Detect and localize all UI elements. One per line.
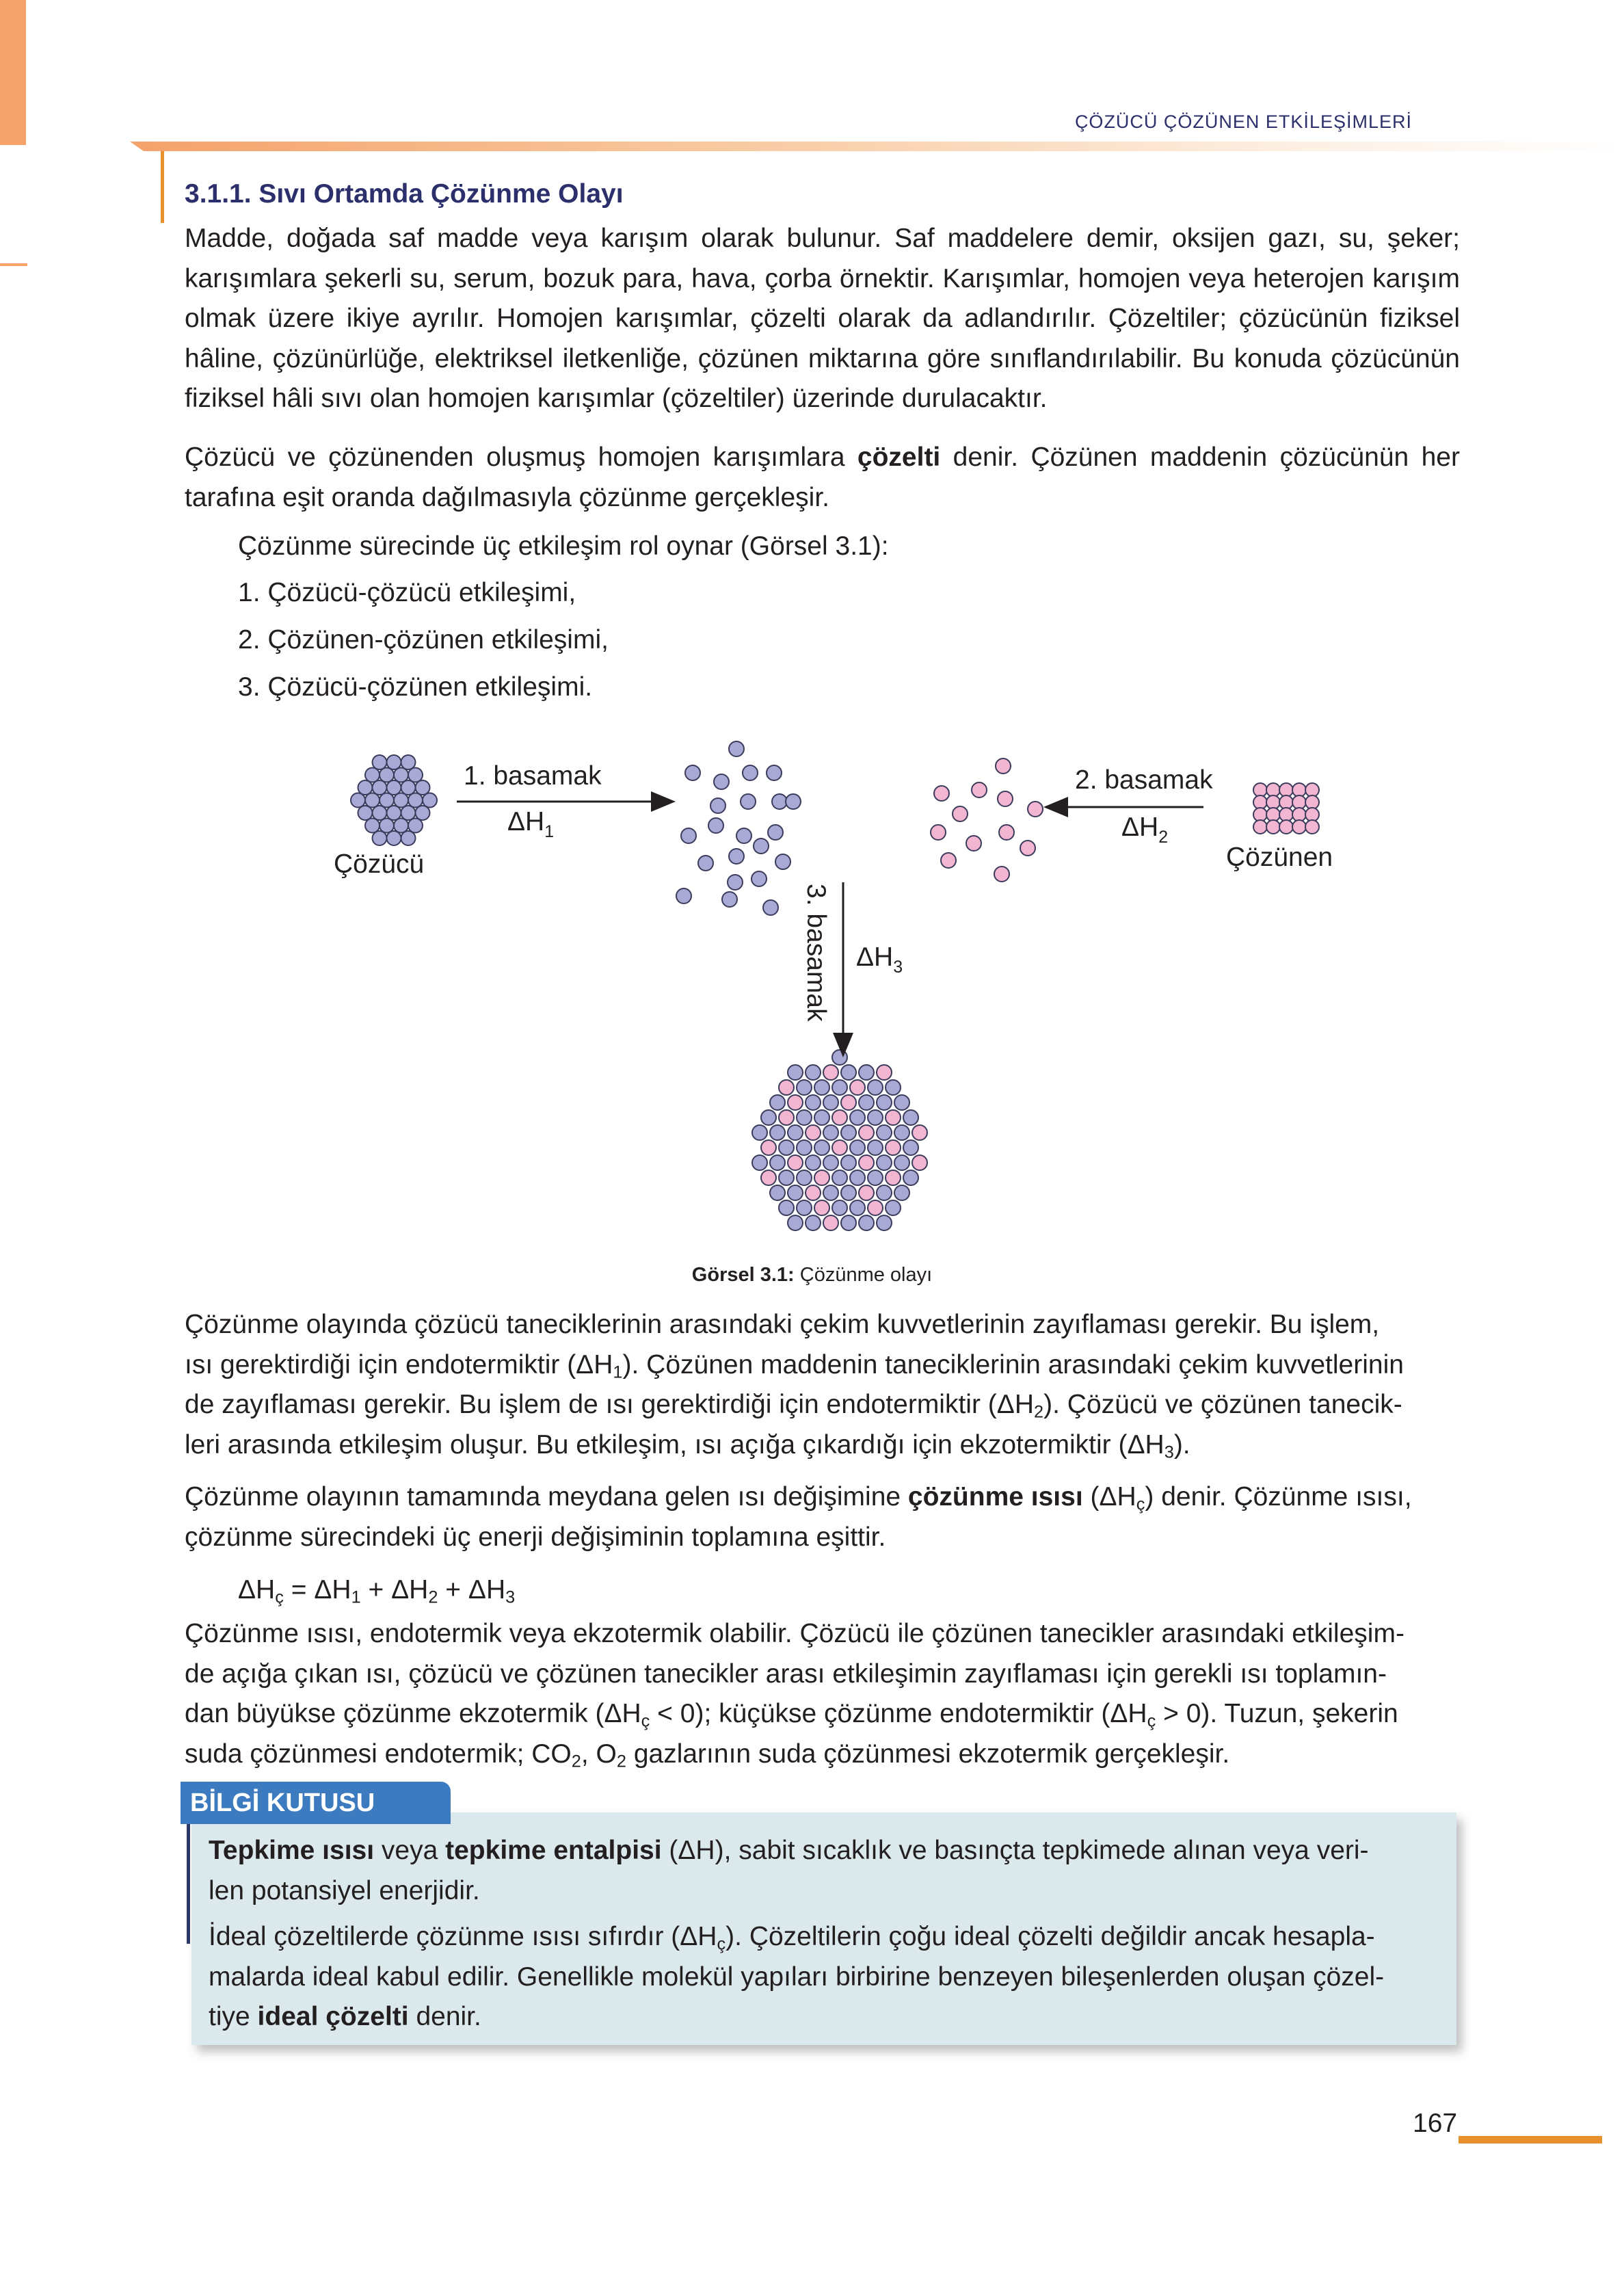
solvent-particle [779, 1170, 794, 1185]
solvent-particle [814, 1110, 829, 1125]
solvent-particle [877, 1185, 892, 1200]
solvent-particle [358, 806, 373, 820]
solvent-particle [797, 1080, 812, 1095]
solute-particle [1279, 820, 1293, 834]
solvent-particle [416, 780, 430, 795]
solvent-particle [743, 765, 758, 780]
solute-particle [859, 1125, 874, 1140]
paragraph-solution-definition: Çözücü ve çözünenden oluşmuş homojen karışımlara çözelti denir. Çözünen maddenin çözücünün her tarafına eşit oranda dağılmasıyla çözünme gerçekleşir. [185, 443, 1460, 512]
solute-particle [877, 1065, 892, 1080]
solvent-particle [761, 1110, 776, 1125]
solvent-cluster [351, 755, 437, 845]
solvent-particle [894, 1155, 909, 1170]
solvent-particle [814, 1080, 829, 1095]
solvent-particle [772, 794, 787, 809]
solvent-particle [877, 1095, 892, 1110]
solute-particle [1028, 802, 1043, 817]
solvent-particle [832, 1170, 847, 1185]
solute-particle [934, 786, 949, 801]
solute-particle [832, 1110, 847, 1125]
solute-label: Çözünen [1226, 843, 1333, 872]
solute-particle [806, 1125, 821, 1140]
dh3-label: $\Delta H_3$ [856, 942, 903, 977]
solvent-particle [394, 768, 408, 782]
solvent-particle [387, 755, 401, 769]
solvent-particle [832, 1200, 847, 1215]
solvent-particle [850, 1170, 865, 1185]
solute-particle [1266, 820, 1280, 834]
solute-particle [1292, 820, 1306, 834]
solvent-particle [408, 819, 423, 833]
solute-particle [994, 867, 1009, 882]
solvent-particle [729, 849, 744, 864]
solvent-particle [850, 1110, 865, 1125]
solvent-particle [401, 780, 416, 795]
solvent-separated-particles [676, 741, 801, 915]
solvent-particle [886, 1080, 901, 1095]
solvent-particle [380, 819, 394, 833]
solvent-particle [788, 1215, 803, 1230]
solvent-particle [714, 774, 729, 789]
solvent-particle [736, 828, 751, 843]
page-number: 167 [1413, 2109, 1458, 2138]
solvent-particle [797, 1140, 812, 1155]
solute-particle [779, 1080, 794, 1095]
solute-particle [886, 1140, 901, 1155]
paragraph-intro: Madde, doğada saf madde veya karışım olarak bulunur. Saf maddelere demir, oksijen gazı, su, şeker; karışımlara şekerli su, serum, bozuk para, hava, çorba örnektir. Karışımlar, homojen veya heterojen karışım olmak üzere ikiye ayrılır. Homojen karışımlar, çözelti olarak da adlandırılır. Çözeltiler; çözücünün fiziksel hâline, çözünürlüğe, elektriksel iletkenliğe, çözünen miktarına göre sınıflandırılabilir. Bu konuda çözücünün fiziksel hâli sıvı olan homojen karışımlar (çözeltiler) üzerinde durulacaktır. [185, 224, 1460, 413]
solute-particle [953, 806, 968, 821]
info-box-enthalpy-definition: Tepkime ısısı veya tepkime entalpisi (ΔH), sabit sıcaklık ve basınçta tepkimede alınan veya veri- len potansiyel enerjidir. [209, 1836, 1369, 1905]
paragraph-heat-of-solution: Çözünme olayının tamamında meydana gelen ısı değişimine çözünme ısısı $(\Delta H_ç)$ denir. Çözünme ısısı, çözünme sürecindeki üç enerji değişiminin toplamına eşittir. [185, 1482, 1412, 1552]
solvent-particle [877, 1125, 892, 1140]
solvent-particle [373, 806, 387, 820]
solvent-particle [841, 1155, 856, 1170]
list-item: 1. Çözücü-çözücü etkileşimi, [238, 578, 576, 607]
solute-particle [998, 791, 1013, 806]
solvent-particle [416, 806, 430, 820]
solute-particle [788, 1095, 803, 1110]
solvent-particle [708, 818, 723, 833]
info-box-ideal-solution: İdeal çözeltilerde çözünme ısısı sıfırdır $(\Delta H_ç)$. Çözeltilerin çoğu ideal çözelti değildir ancak hesapla- malarda ideal kabul edilir. Genellikle molekül yapıları birbirine benzeyen bileşenlerden oluşan çözel- tiye ideal çözelti denir. [209, 1922, 1385, 2031]
solvent-particle [859, 1215, 874, 1230]
solvent-particle [850, 1140, 865, 1155]
solute-particle [1020, 841, 1035, 856]
solvent-particle [741, 794, 756, 809]
solvent-particle [770, 1185, 785, 1200]
solvent-particle [387, 806, 401, 820]
term-cozunme-isisi: çözünme ısısı [907, 1482, 1083, 1512]
solute-particle [841, 1095, 856, 1110]
solvent-particle [850, 1200, 865, 1215]
solvent-particle [806, 1095, 821, 1110]
solute-particle [868, 1200, 883, 1215]
solvent-particle [763, 900, 778, 915]
solvent-particle [752, 1125, 767, 1140]
solvent-particle [752, 1155, 767, 1170]
solvent-particle [832, 1080, 847, 1095]
solvent-particle [823, 1125, 838, 1140]
solvent-particle [351, 793, 365, 808]
solute-particle [996, 758, 1011, 774]
solvent-particle [365, 819, 380, 833]
footer-rule [1459, 2136, 1602, 2143]
solvent-particle [894, 1125, 909, 1140]
info-box-label: BİLGİ KUTUSU [181, 1782, 451, 1824]
solute-particle [823, 1065, 838, 1080]
list-item: 2. Çözünen-çözünen etkileşimi, [238, 625, 609, 655]
solvent-particle [373, 831, 387, 845]
solvent-particle [823, 1155, 838, 1170]
heat-of-solution-formula: $\Delta H_ç = \Delta H_1 + \Delta H_2 + \Delta H_3$ [238, 1575, 516, 1607]
solute-particle [966, 836, 981, 851]
solute-particle [1305, 820, 1319, 834]
solvent-particle [779, 1200, 794, 1215]
solvent-particle [358, 780, 373, 795]
solute-particle [931, 825, 946, 840]
solvent-particle [877, 1215, 892, 1230]
solvent-particle [775, 854, 790, 869]
solute-particle [814, 1200, 829, 1215]
running-header: ÇÖZÜCÜ ÇÖZÜNEN ETKİLEŞİMLERİ [1074, 111, 1412, 132]
solvent-particle [806, 1155, 821, 1170]
solute-particle [972, 782, 987, 797]
solvent-particle [788, 1125, 803, 1140]
solvent-particle [710, 798, 726, 813]
solvent-particle [894, 1095, 909, 1110]
solvent-particle [722, 892, 737, 907]
solvent-particle [814, 1140, 829, 1155]
solute-particle [912, 1155, 927, 1170]
solvent-particle [877, 1155, 892, 1170]
solvent-particle [676, 888, 691, 903]
solute-particle [859, 1155, 874, 1170]
solute-particle [823, 1215, 838, 1230]
solvent-particle [768, 825, 783, 840]
dh1-label: $\Delta H_1$ [507, 807, 555, 841]
list-item: 3. Çözücü-çözünen etkileşimi. [238, 672, 593, 702]
solvent-particle [886, 1200, 901, 1215]
solute-particle [788, 1155, 803, 1170]
solvent-particle [408, 793, 423, 808]
solvent-particle [868, 1140, 883, 1155]
step1-label: 1. basamak [464, 761, 602, 791]
solvent-particle [823, 1185, 838, 1200]
solvent-particle [841, 1185, 856, 1200]
solvent-particle [770, 1155, 785, 1170]
solvent-particle [365, 768, 380, 782]
solvent-particle [401, 755, 416, 769]
info-box-marker-bar [187, 1824, 190, 1944]
solvent-particle [841, 1125, 856, 1140]
solvent-particle [806, 1065, 821, 1080]
solvent-particle [380, 793, 394, 808]
solvent-particle [797, 1110, 812, 1125]
solvent-particle [903, 1110, 918, 1125]
solvent-particle [380, 768, 394, 782]
solute-particle [779, 1110, 794, 1125]
solvent-particle [841, 1215, 856, 1230]
solvent-particle [770, 1125, 785, 1140]
solvent-particle [729, 741, 744, 756]
solvent-particle [806, 1215, 821, 1230]
solvent-particle [841, 1065, 856, 1080]
solvent-particle [401, 806, 416, 820]
solvent-particle [788, 1185, 803, 1200]
figure-caption: Görsel 3.1: Çözünme olayı [691, 1264, 933, 1286]
solute-particle [999, 825, 1014, 840]
solvent-particle [387, 831, 401, 845]
solvent-particle [868, 1170, 883, 1185]
solvent-particle [387, 780, 401, 795]
solute-particle [886, 1110, 901, 1125]
solvent-particle [903, 1140, 918, 1155]
solute-particle [832, 1140, 847, 1155]
solvent-particle [786, 794, 801, 809]
paragraph-endo-exo: Çözünme ısısı, endotermik veya ekzotermik olabilir. Çözücü ile çözünen tanecikler arasındaki etkileşim- de açığa çıkan ısı, çözücü ve çözünen tanecikler arası etkileşimin zayıflaması için gerekli ısı toplamın- dan büyükse çözünme ekzotermik $(\Delta H_ç < 0)$; küçükse çözünme endotermiktir $(\Delta H_ç > 0)$. Tuzun, şekerin suda çözünmesi endotermik; $CO_2$, $O_2$ gazlarının suda çözünmesi ekzotermik gerçekleşir. [185, 1619, 1405, 1771]
solvent-particle [868, 1110, 883, 1125]
solvent-particle [823, 1095, 838, 1110]
solvent-particle [832, 1050, 847, 1065]
solvent-particle [365, 793, 380, 808]
paragraph-enthalpy-steps: Çözünme olayında çözücü taneciklerinin arasındaki çekim kuvvetlerinin zayıflaması gerekir. Bu işlem, ısı gerektirdiği için endotermiktir $(\Delta H_1)$. Çözünen maddenin taneciklerinin arasındaki çekim kuvvetlerinin de zayıflaması gerekir. Bu işlem de ısı gerektirdiği için endotermiktir $(\Delta H_2)$. Çözücü ve çözünen tanecik- leri arasında etkileşim oluşur. Bu etkileşim, ısı açığa çıkardığı için ekzotermiktir $(\Delta H_3)$. [185, 1310, 1404, 1462]
step2-label: 2. basamak [1075, 765, 1213, 795]
solute-particle [912, 1125, 927, 1140]
solvent-particle [797, 1170, 812, 1185]
solute-particle [814, 1170, 829, 1185]
list-intro: Çözünme sürecinde üç etkileşim rol oynar (Görsel 3.1): [238, 531, 889, 561]
solute-particle [1253, 820, 1267, 834]
solute-particle [859, 1185, 874, 1200]
solute-separated-particles [931, 758, 1043, 882]
solvent-particle [423, 793, 437, 808]
solvent-particle [681, 828, 696, 843]
solvent-particle [894, 1185, 909, 1200]
solvent-particle [373, 755, 387, 769]
solvent-particle [685, 765, 700, 780]
section-title: 3.1.1. Sıvı Ortamda Çözünme Olayı [185, 179, 624, 209]
solute-particle [806, 1185, 821, 1200]
solvent-particle [698, 856, 713, 871]
solvent-particle [408, 768, 423, 782]
solution-mixture [752, 1050, 927, 1230]
solvent-particle [770, 1095, 785, 1110]
solvent-particle [373, 780, 387, 795]
solvent-particle [859, 1065, 874, 1080]
solute-particle [941, 853, 956, 868]
solvent-label: Çözücü [334, 849, 425, 879]
solvent-particle [754, 839, 769, 854]
solvent-particle [394, 793, 408, 808]
solvent-particle [767, 765, 782, 780]
solvent-particle [401, 831, 416, 845]
solvent-particle [751, 871, 767, 886]
solvent-particle [797, 1200, 812, 1215]
term-cozelti: çözelti [857, 443, 941, 472]
step3-label: 3. basamak [801, 884, 831, 1022]
solute-particle [886, 1170, 901, 1185]
solvent-particle [788, 1065, 803, 1080]
solvent-particle [859, 1095, 874, 1110]
solvent-particle [779, 1140, 794, 1155]
solute-cluster [1253, 783, 1319, 834]
solvent-particle [394, 819, 408, 833]
solvent-particle [868, 1080, 883, 1095]
dh2-label: $\Delta H_2$ [1121, 813, 1169, 847]
solute-particle [761, 1140, 776, 1155]
solvent-particle [728, 875, 743, 890]
solute-particle [761, 1170, 776, 1185]
solute-particle [850, 1080, 865, 1095]
solvent-particle [903, 1170, 918, 1185]
